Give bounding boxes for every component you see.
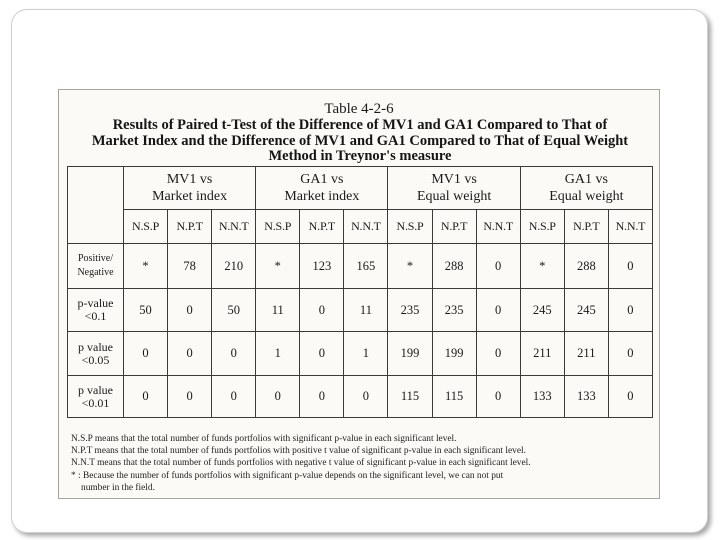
table-cell: 123 — [300, 244, 344, 289]
table-cell: 211 — [564, 332, 608, 376]
results-table — [67, 166, 653, 418]
scanned-table-image — [58, 89, 660, 499]
table-cell: 0 — [300, 332, 344, 376]
sub-header: N.S.P — [388, 210, 432, 244]
sub-header: N.N.T — [212, 210, 256, 244]
note-line: number in the field. — [81, 482, 155, 493]
sub-header-row — [68, 210, 653, 244]
table-cell: 235 — [432, 289, 476, 332]
group-header-row — [68, 167, 653, 210]
table-cell: 115 — [388, 376, 432, 418]
table-cell: 50 — [212, 289, 256, 332]
table-cell: 11 — [256, 289, 300, 332]
table-cell: 0 — [476, 289, 520, 332]
table-cell: 0 — [168, 289, 212, 332]
table-cell: 78 — [168, 244, 212, 289]
corner-cell — [68, 167, 124, 244]
title-line: Method in Treynor's measure — [268, 148, 452, 164]
group-header: MV1 vs Equal weight — [388, 167, 520, 210]
note-line: N.S.P means that the total number of funds portfolios with significant p-value in each significant level. — [71, 434, 457, 444]
table-cell: 115 — [432, 376, 476, 418]
sub-header: N.S.P — [520, 210, 564, 244]
table-cell: 0 — [124, 376, 168, 418]
table-cell: 210 — [212, 244, 256, 289]
table-cell: 0 — [608, 289, 652, 332]
table-cell: 11 — [344, 289, 388, 332]
table-cell: * — [124, 244, 168, 289]
table-cell: 0 — [212, 376, 256, 418]
table-row — [68, 376, 653, 418]
table-cell: 0 — [608, 376, 652, 418]
table-row — [68, 244, 653, 289]
table-cell: 0 — [300, 289, 344, 332]
table-cell: 245 — [520, 289, 564, 332]
table-cell: 0 — [476, 244, 520, 289]
table-cell: 0 — [212, 332, 256, 376]
table-cell: 0 — [344, 376, 388, 418]
table-cell: 165 — [344, 244, 388, 289]
sub-header: N.N.T — [344, 210, 388, 244]
table-cell: 245 — [564, 289, 608, 332]
title-line: Market Index and the Difference of MV1 and GA1 Compared to That of Equal Weight — [91, 132, 629, 149]
group-header: GA1 vs Market index — [256, 167, 388, 210]
table-cell: 0 — [124, 332, 168, 376]
table-cell: 1 — [344, 332, 388, 376]
table-cell: 0 — [608, 332, 652, 376]
table-cell: 133 — [520, 376, 564, 418]
table-row — [68, 289, 653, 332]
table-cell: 0 — [476, 376, 520, 418]
sub-header: N.P.T — [564, 210, 608, 244]
title-line: Results of Paired t-Test of the Difference of MV1 and GA1 Compared to That of — [112, 117, 608, 133]
table-cell: 1 — [256, 332, 300, 376]
note-line: * : Because the number of funds portfolios with significant p-value depends on the significant level, we can not put — [71, 470, 504, 481]
sub-header: N.P.T — [300, 210, 344, 244]
table-cell: 0 — [476, 332, 520, 376]
sub-header: N.P.T — [168, 210, 212, 244]
table-cell: 0 — [608, 244, 652, 289]
table-cell: 50 — [124, 289, 168, 332]
note-line: N.N.T means that the total number of funds portfolios with negative t value of significant p-value in each significant level. — [71, 458, 531, 469]
table-cell: 0 — [168, 332, 212, 376]
row-label: p-value <0.1 — [68, 289, 124, 332]
sub-header: N.N.T — [608, 210, 652, 244]
table-cell: 235 — [388, 289, 432, 332]
row-label: Positive/ Negative — [68, 244, 124, 289]
table-cell: 288 — [564, 244, 608, 289]
table-cell: * — [520, 244, 564, 289]
table-cell: * — [256, 244, 300, 289]
sub-header: N.S.P — [256, 210, 300, 244]
table-cell: 211 — [520, 332, 564, 376]
note-line: N.P.T means that the total number of funds portfolios with positive t value of significant p-value in each significant level. — [71, 446, 526, 457]
table-cell: 0 — [300, 376, 344, 418]
table-title — [65, 118, 655, 165]
sub-header: N.N.T — [476, 210, 520, 244]
table-number: Table 4-2-6 — [324, 101, 394, 117]
table-cell: 133 — [564, 376, 608, 418]
table-row — [68, 332, 653, 376]
table-notes — [71, 433, 657, 494]
row-label: p value <0.05 — [68, 332, 124, 376]
table-cell: 199 — [432, 332, 476, 376]
table-cell: 288 — [432, 244, 476, 289]
table-cell: 0 — [256, 376, 300, 418]
table-cell: 199 — [388, 332, 432, 376]
table-cell: 0 — [168, 376, 212, 418]
group-header: GA1 vs Equal weight — [520, 167, 652, 210]
group-header: MV1 vs Market index — [124, 167, 256, 210]
table-cell: * — [388, 244, 432, 289]
sub-header: N.P.T — [432, 210, 476, 244]
sub-header: N.S.P — [124, 210, 168, 244]
row-label: p value <0.01 — [68, 376, 124, 418]
